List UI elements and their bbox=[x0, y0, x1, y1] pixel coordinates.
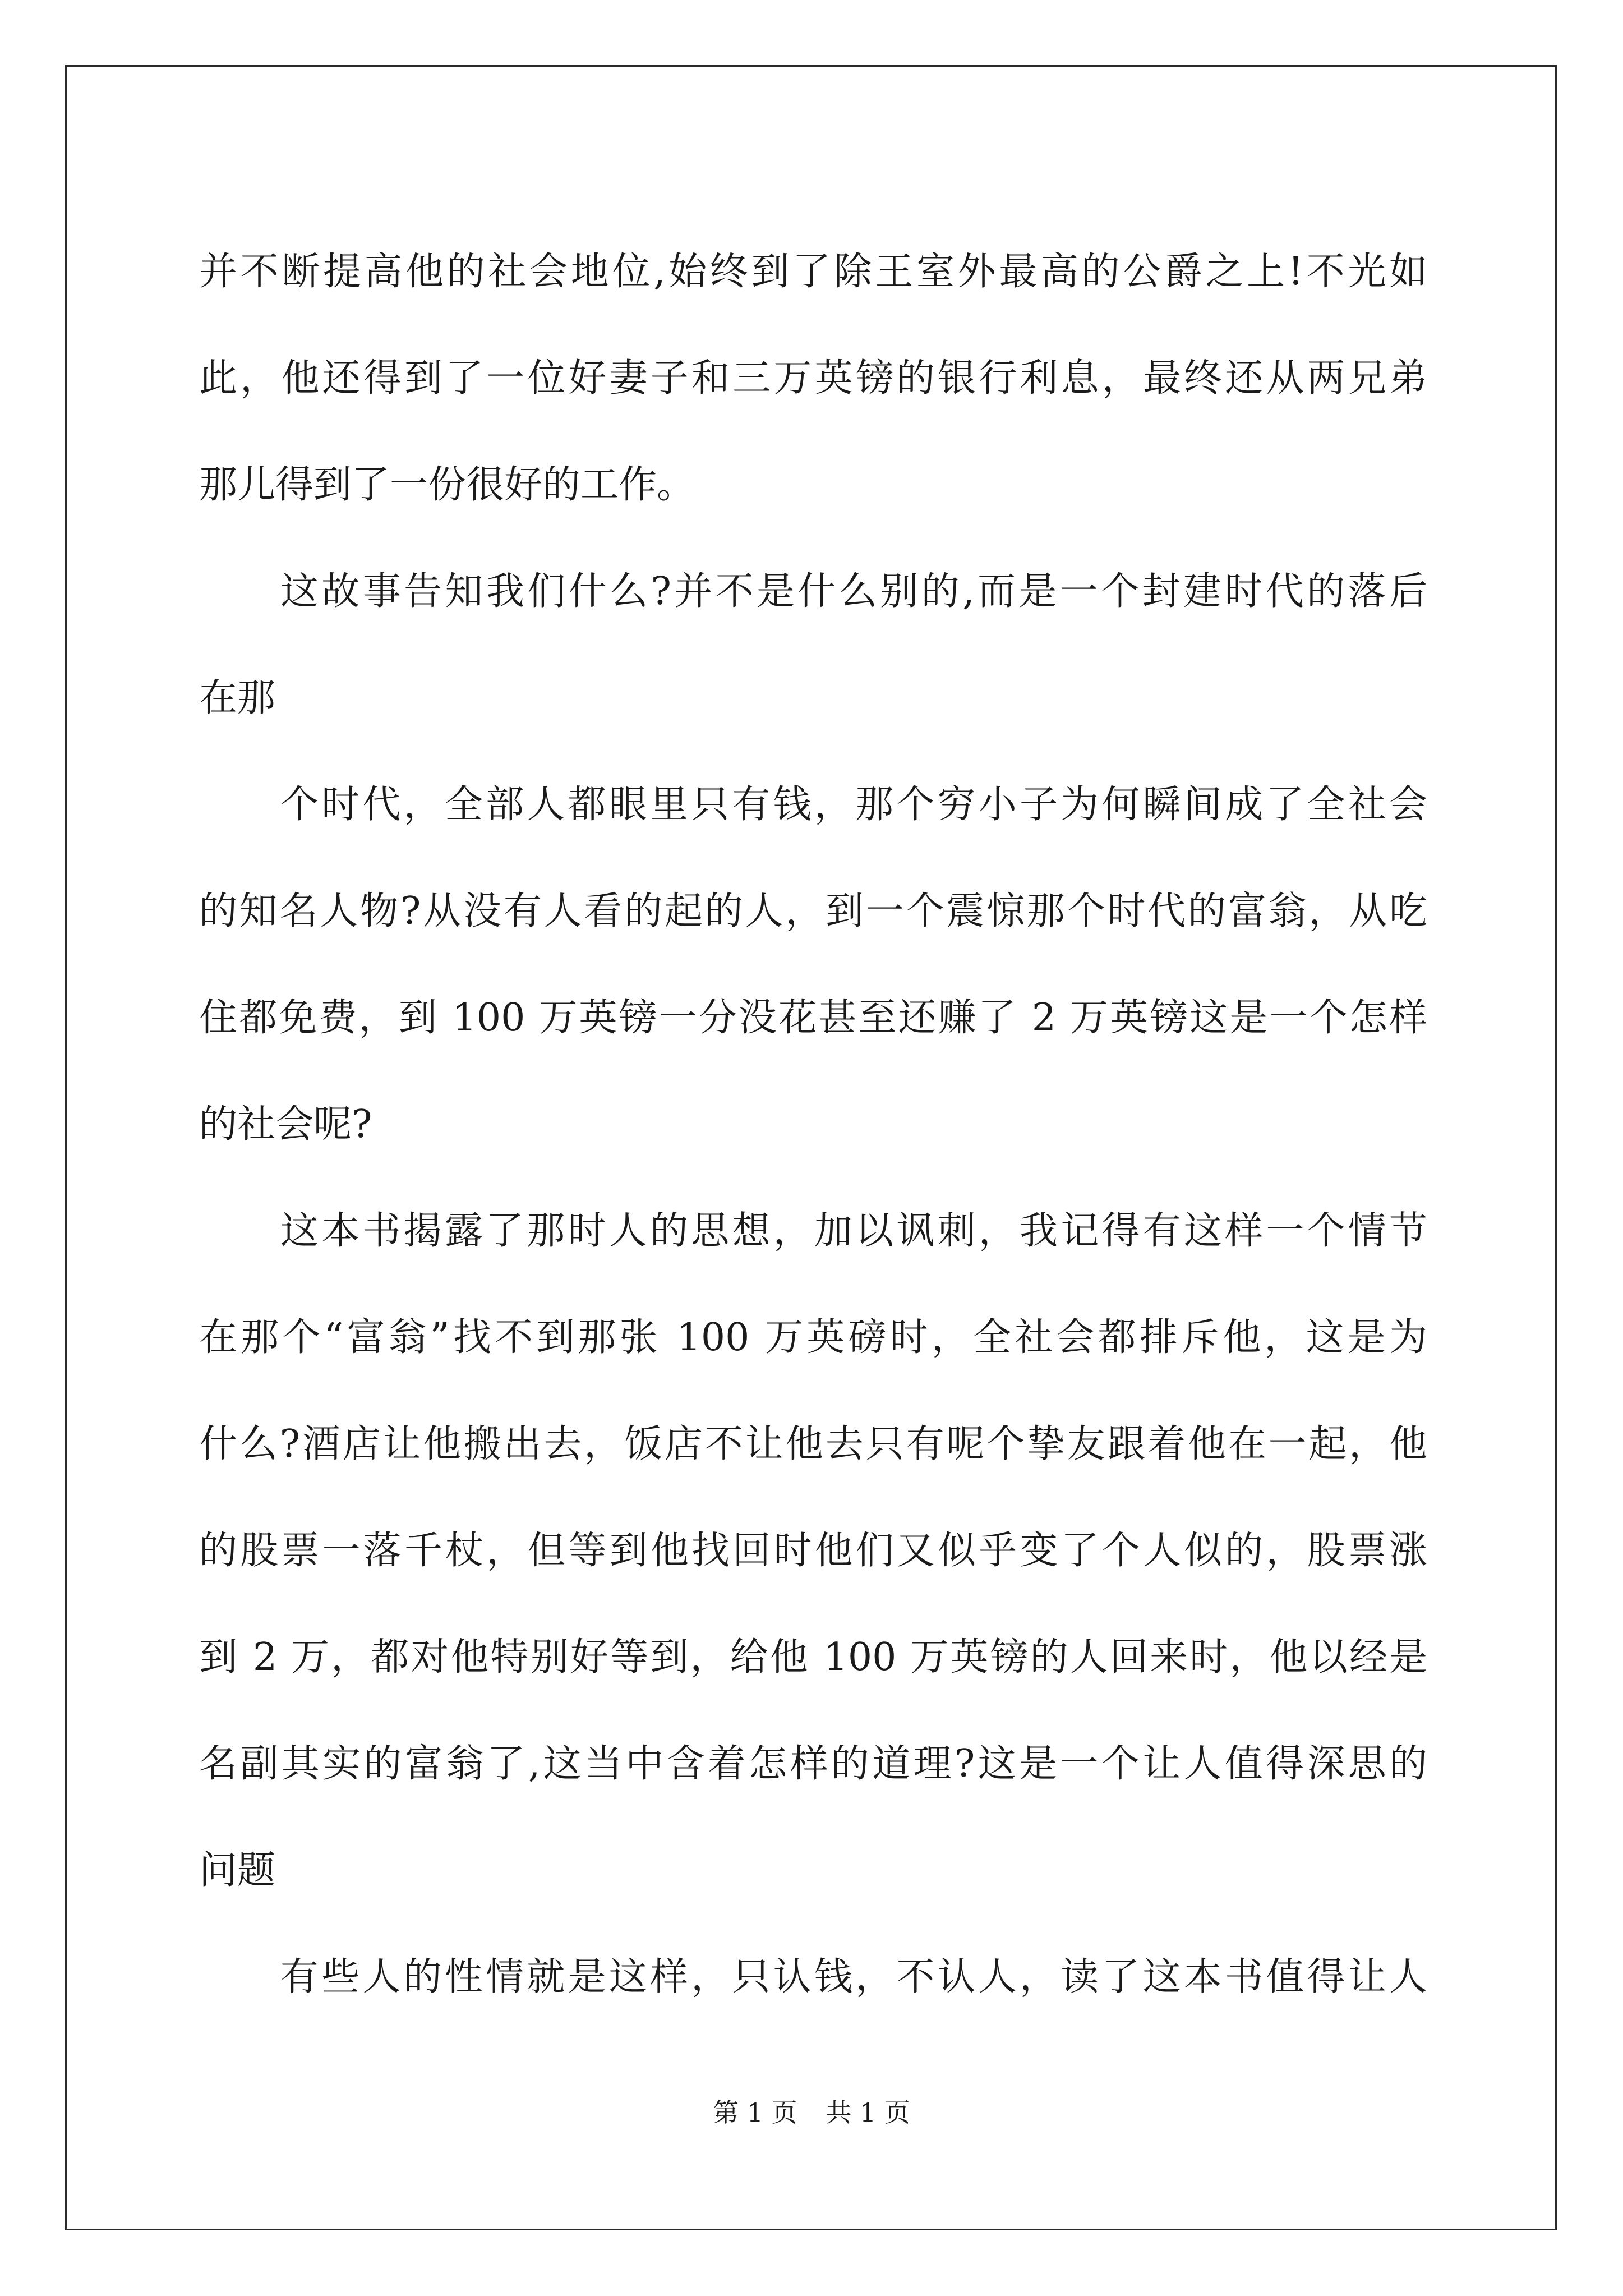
text-line: 那儿得到了一份很好的工作。 bbox=[199, 463, 695, 507]
text-line: 这本书揭露了那时人的思想，加以讽刺，我记得有这样一个情节 bbox=[280, 1209, 1427, 1253]
text-line: 此，他还得到了一位好妻子和三万英镑的银行利息，最终还从两兄弟 bbox=[199, 356, 1427, 401]
text-line: 的社会呢? bbox=[199, 1102, 372, 1147]
text-line: 这故事告知我们什么?并不是什么别的,而是一个封建时代的落后 bbox=[280, 569, 1427, 614]
page-number: 第 1 页 bbox=[713, 2097, 797, 2128]
page-total: 共 1 页 bbox=[826, 2097, 910, 2128]
text-line: 的股票一落千杖，但等到他找回时他们又似乎变了个人似的，股票涨 bbox=[199, 1529, 1427, 1573]
document-body bbox=[199, 219, 1427, 2031]
text-line: 在那个“富翁”找不到那张 100 万英磅时，全社会都排斥他，这是为 bbox=[199, 1315, 1427, 1360]
text-line: 到 2 万，都对他特别好等到，给他 100 万英镑的人回来时，他以经是 bbox=[199, 1635, 1427, 1680]
text-line: 有些人的性情就是这样，只认钱，不认人，读了这本书值得让人 bbox=[280, 1955, 1427, 1999]
text-line: 并不断提高他的社会地位,始终到了除王室外最高的公爵之上!不光如 bbox=[199, 250, 1427, 294]
page-footer bbox=[0, 2092, 1623, 2129]
text-line: 住都免费，到 100 万英镑一分没花甚至还赚了 2 万英镑这是一个怎样 bbox=[199, 996, 1427, 1040]
text-line: 问题 bbox=[199, 1848, 276, 1893]
text-line: 名副其实的富翁了,这当中含着怎样的道理?这是一个让人值得深思的 bbox=[199, 1742, 1427, 1786]
text-line: 在那 bbox=[199, 676, 276, 720]
text-line: 的知名人物?从没有人看的起的人，到一个震惊那个时代的富翁，从吃 bbox=[199, 889, 1427, 933]
text-line: 什么?酒店让他搬出去，饭店不让他去只有呢个挚友跟着他在一起，他 bbox=[199, 1422, 1427, 1466]
text-line: 个时代，全部人都眼里只有钱，那个穷小子为何瞬间成了全社会 bbox=[280, 783, 1427, 827]
